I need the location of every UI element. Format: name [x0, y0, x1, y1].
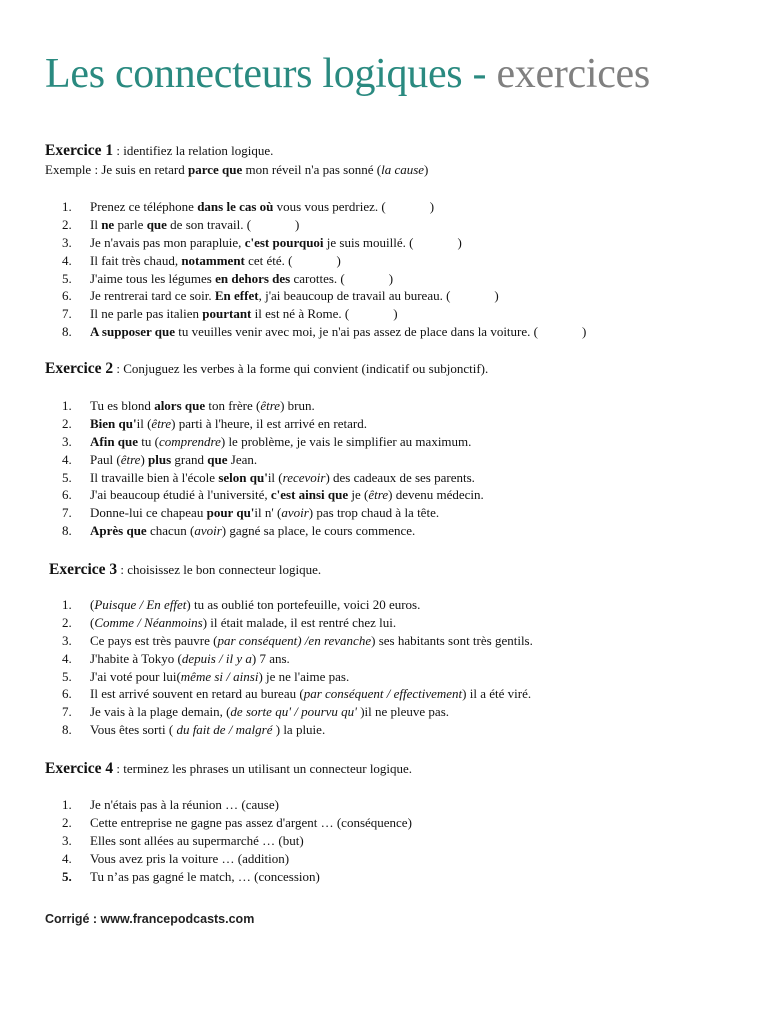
item-text [90, 217, 299, 232]
italic-hint: comprendre [159, 433, 221, 449]
sentence-text: ) tu as oublié ton portefeuille, voici 20 euros. [186, 597, 421, 612]
connector-word: pour qu' [206, 505, 255, 521]
sentence-text: J'ai beaucoup étudié à l'université, [90, 487, 271, 503]
list-item [62, 504, 484, 522]
exercise-2-list [62, 397, 484, 540]
item-text [90, 722, 325, 737]
italic-hint: recevoir [282, 469, 326, 485]
sentence-text: , j'ai beaucoup de travail au bureau. ( [258, 288, 451, 304]
item-number: 8. [62, 523, 72, 539]
item-text [90, 235, 462, 250]
sentence-text: Il [90, 216, 102, 232]
item-text [90, 470, 475, 485]
list-item [62, 522, 484, 540]
item-text [90, 434, 471, 449]
sentence-text: Je vais à la plage demain, ( [90, 704, 231, 720]
footer-answer-key: Corrigé : www.francepodcasts.com [45, 912, 255, 926]
sentence-text: ) devenu médecin. [388, 487, 484, 503]
sentence-text: J'ai voté pour lui( [90, 668, 181, 684]
sentence-text: tu veuilles venir avec moi, je n'ai pas assez de place dans la voiture. ( [175, 324, 538, 340]
item-number: 5. [62, 469, 72, 485]
item-number: 4. [62, 252, 72, 268]
item-text [90, 815, 412, 830]
sentence-text: Exemple : Je suis en retard [45, 162, 188, 177]
item-text [90, 416, 367, 431]
sentence-text: ) [494, 288, 499, 304]
list-item [62, 486, 484, 504]
sentence-text: il n' ( [254, 505, 282, 521]
exercise-4-heading [45, 760, 412, 778]
item-number: 3. [62, 234, 72, 250]
sentence-text: ) la pluie. [272, 722, 326, 738]
connector-word: dans le cas où [197, 199, 274, 214]
sentence-text: il est né à Rome. ( [251, 306, 350, 322]
sentence-text: Il fait très chaud, [90, 252, 182, 268]
connector-word: notamment [181, 252, 245, 268]
item-number: 8. [62, 722, 72, 738]
exercise-3-heading [49, 561, 321, 579]
sentence-text: carottes. ( [290, 270, 345, 286]
list-item [62, 721, 533, 739]
item-text [90, 851, 289, 866]
sentence-text: il ( [136, 415, 152, 431]
item-number: 5. [62, 270, 72, 286]
sentence-text: )il ne pleuve pas. [356, 704, 450, 720]
title-sub: exercices [496, 51, 650, 97]
item-text [90, 306, 398, 321]
sentence-text: je ( [348, 487, 369, 503]
italic-hint: être [151, 415, 172, 431]
exercise-1-heading [45, 142, 273, 160]
sentence-text: ( [90, 614, 95, 630]
item-number: 1. [62, 199, 72, 214]
italic-hint: par conséquent / effectivement [303, 686, 463, 702]
item-number: 1. [62, 797, 72, 812]
italic-hint: être [120, 451, 141, 467]
italic-hint: depuis / il y a [181, 650, 252, 666]
exercise-2-heading [45, 360, 488, 378]
item-number: 3. [62, 832, 72, 848]
sentence-text: ) [457, 234, 462, 250]
item-number: 4. [62, 650, 72, 666]
sentence-text: ( [90, 597, 95, 612]
item-number: 2. [62, 814, 72, 830]
item-number: 2. [62, 216, 72, 232]
item-text [90, 398, 315, 413]
list-item [62, 868, 412, 886]
sentence-text: ) [388, 270, 394, 286]
list-item [62, 796, 412, 814]
item-number: 4. [62, 850, 72, 866]
list-item [62, 632, 533, 650]
item-text [90, 288, 499, 303]
sentence-text: vous vous perdriez. ( [273, 199, 386, 214]
list-item [62, 814, 412, 832]
title-separator: - [462, 51, 497, 97]
sentence-text: Ce pays est très pauvre ( [90, 632, 218, 648]
list-item [62, 650, 533, 668]
exercise-4-name: Exercice 4 [45, 760, 114, 777]
sentence-text: Il ne parle pas italien [90, 306, 203, 322]
connector-word: que [207, 451, 228, 467]
item-text [90, 271, 393, 286]
connector-word: Bien qu' [90, 415, 137, 431]
exercise-3-list [62, 596, 533, 739]
item-text [90, 797, 279, 812]
exercise-2-name: Exercice 2 [45, 360, 114, 377]
sentence-text: ) brun. [280, 398, 315, 413]
italic-hint: la cause [381, 162, 425, 177]
list-item [62, 703, 533, 721]
exercise-2-instruction: : Conjuguez les verbes à la forme qui convient (indicatif ou subjonctif). [113, 361, 489, 376]
sentence-text: Il travaille bien à l'école [90, 469, 219, 485]
list-item [62, 397, 484, 415]
sentence-text: ) [336, 252, 341, 268]
italic-hint: Comme / Néanmoins [94, 614, 203, 630]
sentence-text: de son travail. ( [166, 216, 252, 232]
item-text [90, 615, 396, 630]
connector-word: en dehors des [215, 270, 291, 286]
sentence-text: ) [581, 324, 587, 340]
list-item [62, 433, 484, 451]
item-text [90, 833, 304, 848]
sentence-text: ) il a été viré. [462, 686, 532, 702]
exercise-1-instruction: : identifiez la relation logique. [113, 143, 274, 158]
connector-word: c'est pourquoi [244, 234, 324, 250]
italic-hint: avoir [281, 505, 309, 521]
list-item [62, 850, 412, 868]
sentence-text: J'habite à Tokyo ( [90, 650, 182, 666]
item-number: 7. [62, 306, 72, 322]
item-text [90, 487, 484, 502]
item-number: 5. [62, 868, 72, 884]
italic-hint: être [368, 487, 389, 503]
item-number: 4. [62, 451, 72, 467]
connector-word: A supposer que [90, 324, 176, 340]
sentence-text: Vous êtes sorti ( [90, 722, 177, 738]
sentence-text: Vous avez pris la voiture … (addition) [90, 850, 290, 866]
sentence-text: ) [424, 162, 429, 177]
item-text [90, 633, 533, 648]
item-text [90, 199, 434, 214]
sentence-text: ) le problème, je vais le simplifier au maximum. [220, 433, 472, 449]
sentence-text: cet été. ( [244, 252, 293, 268]
exercise-1-example [45, 162, 428, 178]
exercise-3-instruction: : choisissez le bon connecteur logique. [117, 562, 322, 577]
title-main: Les connecteurs logiques [45, 51, 463, 97]
list-item [62, 614, 533, 632]
item-text [90, 324, 586, 339]
sentence-text: grand [171, 451, 208, 467]
sentence-text: Je rentrerai tard ce soir. [90, 288, 215, 304]
exercise-3-name: Exercice 3 [49, 561, 118, 578]
list-item [62, 469, 484, 487]
sentence-text: Elles sont allées au supermarché … (but) [90, 832, 304, 848]
sentence-text: Tu n’as pas gagné le match, … (concession) [90, 868, 320, 884]
sentence-text: Paul ( [90, 451, 121, 467]
sentence-text: ) des cadeaux de ses parents. [325, 469, 475, 485]
item-number: 8. [62, 324, 72, 340]
sentence-text: ) [295, 216, 300, 232]
item-text [90, 704, 449, 719]
item-number: 1. [62, 597, 72, 612]
sentence-text: Prenez ce téléphone [90, 199, 198, 214]
sentence-text: Je n'avais pas mon parapluie, [90, 234, 245, 250]
connector-word: pourtant [202, 306, 252, 322]
italic-hint: avoir [194, 523, 222, 539]
item-number: 2. [62, 614, 72, 630]
sentence-text: Cette entreprise ne gagne pas assez d'argent … (conséquence) [90, 814, 412, 830]
item-number: 5. [62, 668, 72, 684]
sentence-text: ) [393, 306, 398, 322]
list-item [62, 287, 586, 305]
exercise-4-list [62, 796, 412, 885]
item-number: 6. [62, 288, 72, 304]
item-text [90, 669, 349, 684]
sentence-text: ) parti à l'heure, il est arrivé en retard. [171, 415, 367, 431]
sentence-text: je suis mouillé. ( [323, 234, 414, 250]
connector-word: plus [148, 451, 172, 467]
list-item [62, 270, 586, 288]
sentence-text: tu ( [138, 433, 159, 449]
sentence-text: chacun ( [146, 523, 195, 539]
item-text [90, 597, 420, 612]
italic-hint: du fait de / malgré [176, 722, 273, 738]
item-number: 6. [62, 686, 72, 702]
list-item [62, 305, 586, 323]
exercise-4-instruction: : terminez les phrases un utilisant un connecteur logique. [113, 761, 413, 776]
italic-hint: être [260, 398, 281, 413]
connector-word: ne [101, 216, 115, 232]
exercise-1-name: Exercice 1 [45, 142, 114, 159]
item-text [90, 686, 531, 701]
connector-word: c'est ainsi que [270, 487, 349, 503]
item-number: 6. [62, 487, 72, 503]
item-text [90, 253, 341, 268]
sentence-text: ) [429, 199, 435, 214]
item-text [90, 452, 257, 467]
connector-word: alors que [154, 398, 206, 413]
connector-word: Après que [90, 523, 147, 539]
sentence-text: ) 7 ans. [251, 650, 290, 666]
sentence-text: mon réveil n'a pas sonné ( [242, 162, 382, 177]
italic-hint: Puisque / En effet [94, 597, 187, 612]
sentence-text: ton frère ( [205, 398, 261, 413]
list-item [62, 451, 484, 469]
italic-hint: de sorte qu' / pourvu qu' [230, 704, 357, 720]
list-item [62, 415, 484, 433]
sentence-text: il ( [267, 469, 283, 485]
item-number: 3. [62, 433, 72, 449]
item-number: 1. [62, 398, 72, 413]
list-item [62, 198, 586, 216]
item-text [90, 651, 290, 666]
sentence-text: parle [114, 216, 147, 232]
sentence-text: J'aime tous les légumes [90, 270, 216, 286]
exercise-1-list [62, 198, 586, 341]
connector-word: que [146, 216, 167, 232]
sentence-text: Je n'étais pas à la réunion … (cause) [90, 797, 279, 812]
connector-word: En effet [214, 288, 259, 304]
page-title [45, 50, 650, 98]
sentence-text: ) il était malade, il est rentré chez lui. [202, 614, 397, 630]
sentence-text: ) je ne l'aime pas. [258, 668, 350, 684]
item-number: 7. [62, 505, 72, 521]
item-text [90, 523, 415, 538]
sentence-text: Il est arrivé souvent en retard au bureau ( [90, 686, 304, 702]
connector-word: Afin que [90, 433, 139, 449]
italic-hint: par conséquent) /en revanche [217, 632, 372, 648]
list-item [62, 216, 586, 234]
item-number: 3. [62, 632, 72, 648]
connector-word: selon qu' [218, 469, 268, 485]
list-item [62, 596, 533, 614]
list-item [62, 252, 586, 270]
list-item [62, 323, 586, 341]
list-item [62, 668, 533, 686]
item-text [90, 869, 320, 884]
italic-hint: même si / ainsi [180, 668, 259, 684]
sentence-text: ) gagné sa place, le cours commence. [221, 523, 416, 539]
sentence-text: Tu es blond [90, 398, 155, 413]
sentence-text: Donne-lui ce chapeau [90, 505, 207, 521]
item-number: 2. [62, 415, 72, 431]
list-item [62, 685, 533, 703]
list-item [62, 234, 586, 252]
connector-word: parce que [187, 162, 243, 177]
sentence-text: Jean. [227, 451, 258, 467]
sentence-text: ) pas trop chaud à la tête. [308, 505, 440, 521]
item-number: 7. [62, 704, 72, 720]
list-item [62, 832, 412, 850]
item-text [90, 505, 439, 520]
sentence-text: ) ses habitants sont très gentils. [371, 632, 533, 648]
sentence-text: ) [140, 451, 149, 467]
